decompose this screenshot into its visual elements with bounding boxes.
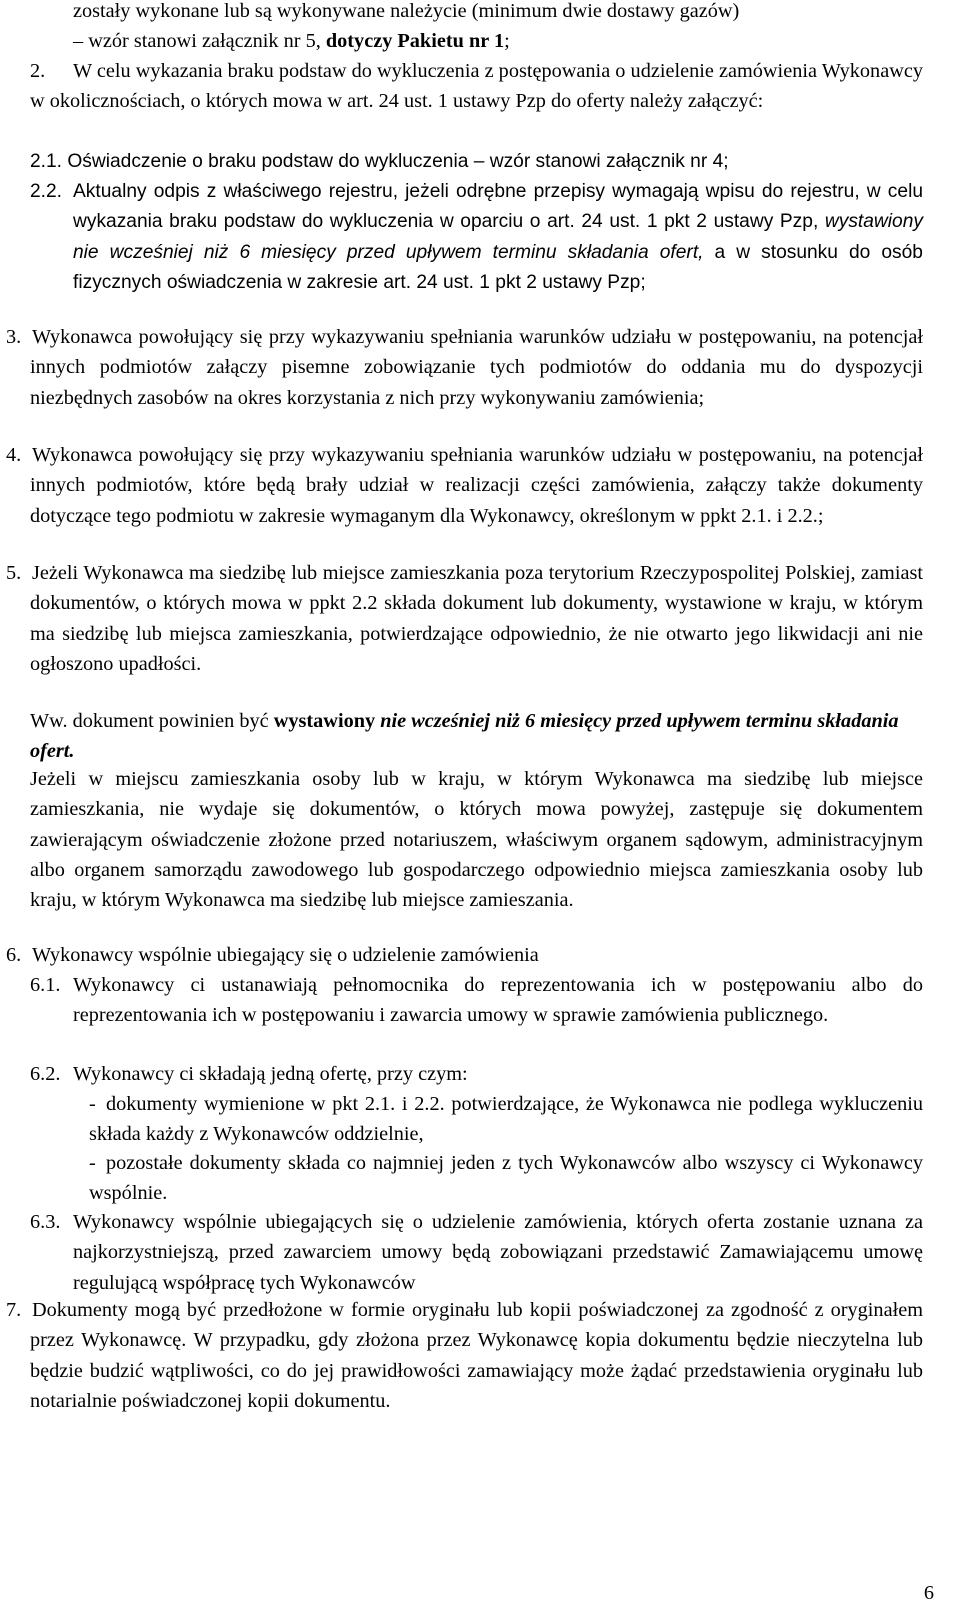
item-number-6-2: 6.2. bbox=[30, 1063, 61, 1085]
item-number-6: 6. bbox=[6, 944, 22, 966]
paragraph-1-line: zostały wykonane lub są wykonywane należycie (minimum dwie dostawy gazów) bbox=[73, 0, 740, 22]
item-number-5: 5. bbox=[6, 562, 22, 584]
paragraph-6-2: Wykonawcy ci składają jedną ofertę, przy czym: bbox=[73, 1063, 468, 1085]
punctuation: ; bbox=[504, 30, 510, 53]
dash-bullet: - bbox=[89, 1152, 96, 1174]
paragraph-2: W celu wykazania braku podstaw do wykluczenia z postępowania o udzielenie zamówienia Wykonawcy w okolicznościach, o których mowa w art. 24 ust. 1 ustawy Pzp do oferty należy załączyć: bbox=[30, 60, 923, 113]
page-number: 6 bbox=[923, 1582, 934, 1604]
paragraph-2-2 bbox=[73, 177, 923, 298]
item-number-6-3: 6.3. bbox=[30, 1211, 61, 1233]
item-number-3: 3. bbox=[6, 326, 22, 348]
pakiet-reference: dotyczy Pakietu nr 1 bbox=[325, 30, 505, 53]
paragraph-2-2-italic: wystawiony nie wcześniej niż 6 miesięcy przed upływem terminu składania ofert, bbox=[73, 211, 923, 263]
paragraph-2-1 bbox=[30, 147, 930, 177]
paragraph-6-1: Wykonawcy ci ustanawiają pełnomocnika do reprezentowania ich w postępowaniu albo do reprezentowania ich w postępowaniu i zawarcia umowy w sprawie zamówienia publicznego. bbox=[73, 974, 923, 1027]
paragraph-2-1-text: Oświadczenie o braku podstaw do wykluczenia – wzór stanowi załącznik nr 4; bbox=[67, 151, 729, 172]
paragraph-5: Jeżeli Wykonawca ma siedzibę lub miejsce zamieszkania poza terytorium Rzeczypospolitej Polskiej, zamiast dokumentów, o których mowa w ppkt 2.2 składa dokument lub dokumenty, wystawione w kraju, w którym ma siedzibę lub miejsca zamieszkania, potwierdzające odpowiednio, że nie otwarto jego likwidacji ani nie ogłoszono upadłości. bbox=[30, 562, 923, 675]
paragraph-1-line-2: – wzór stanowi załącznik nr 5, bbox=[73, 30, 321, 53]
item-number-2-2: 2.2. bbox=[30, 181, 63, 202]
item-number-7: 7. bbox=[6, 1299, 22, 1321]
paragraph-2-2-text-end: a w stosunku do osób fizycznych oświadczenia w zakresie art. 24 ust. 1 pkt 2 ustawy Pzp; bbox=[73, 241, 923, 293]
dash-bullet: - bbox=[89, 1093, 96, 1115]
note-bold: wystawiony bbox=[273, 710, 376, 732]
paragraph-5-note bbox=[30, 706, 930, 767]
paragraph-6-2-a: dokumenty wymienione w pkt 2.1. i 2.2. potwierdzające, że Wykonawca nie podlega wykluczeniu składa każdy z Wykonawców oddzielnie, bbox=[89, 1093, 923, 1146]
paragraph-6-2-b: pozostałe dokumenty składa co najmniej jeden z tych Wykonawców albo wszyscy ci Wykonawcy wspólnie. bbox=[89, 1152, 923, 1205]
paragraph-6: Wykonawcy wspólnie ubiegający się o udzielenie zamówienia bbox=[32, 944, 539, 966]
item-number-6-1: 6.1. bbox=[30, 974, 61, 996]
note-text: Ww. dokument powinien być bbox=[30, 710, 269, 732]
item-number-4: 4. bbox=[6, 444, 22, 466]
paragraph-2-2-text: Aktualny odpis z właściwego rejestru, jeżeli odrębne przepisy wymagają wpisu do rejestru, w celu wykazania braku podstaw do wykluczenia w oparciu o art. 24 ust. 1 pkt 2 ustawy Pzp, bbox=[73, 181, 923, 233]
paragraph-5-substitute: Jeżeli w miejscu zamieszkania osoby lub w kraju, w którym Wykonawca ma siedzibę lub miejsce zamieszkania, nie wydaje się dokumentów, o których mowa powyżej, zastępuje się dokumentem zawierającym oświadczenie złożone przed notariuszem, właściwym organem sądowym, administracyjnym albo organem samorządu zawodowego lub gospodarczego odpowiednio miejsca zamieszkania osoby lub kraju, w którym Wykonawca ma siedzibę lub miejsce zamieszania. bbox=[30, 768, 923, 912]
item-number-2-1: 2.1. bbox=[30, 151, 63, 172]
paragraph-1-continuation bbox=[73, 0, 923, 57]
paragraph-7: Dokumenty mogą być przedłożone w formie oryginału lub kopii poświadczonej za zgodność z oryginałem przez Wykonawcę. W przypadku, gdy złożona przez Wykonawcę kopia dokumentu będzie nieczytelna lub będzie budzić wątpliwości, co do jej prawidłowości zamawiający może żądać przedstawienia oryginału lub notarialnie poświadczonej kopii dokumentu. bbox=[30, 1299, 923, 1412]
note-bold-italic: nie wcześniej niż 6 miesięcy przed upływem terminu składania ofert. bbox=[30, 710, 899, 763]
paragraph-6-3: Wykonawcy wspólnie ubiegających się o udzielenie zamówienia, których oferta zostanie uznana za najkorzystniejszą, przed zawarciem umowy będą zobowiązani przedstawić Zamawiającemu umowę regulującą współpracę tych Wykonawców bbox=[73, 1211, 923, 1294]
item-number-2: 2. bbox=[30, 60, 46, 82]
paragraph-3: Wykonawca powołujący się przy wykazywaniu spełniania warunków udziału w postępowaniu, na potencjał innych podmiotów załączy pisemne zobowiązanie tych podmiotów do oddania mu do dyspozycji niezbędnych zasobów na okres korzystania z nich przy wykonywaniu zamówienia; bbox=[30, 326, 923, 409]
paragraph-4: Wykonawca powołujący się przy wykazywaniu spełniania warunków udziału w postępowaniu, na potencjał innych podmiotów, które będą brały udział w realizacji części zamówienia, załączy także dokumenty dotyczące tego podmiotu w zakresie wymaganym dla Wykonawcy, określonym w ppkt 2.1. i 2.2.; bbox=[30, 444, 923, 527]
